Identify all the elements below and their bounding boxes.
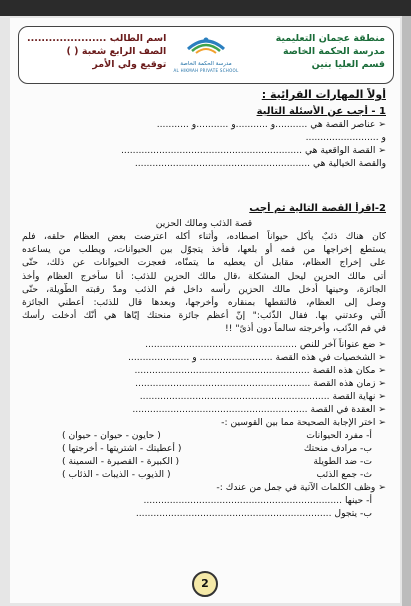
choice-options: ( الكبيرة - القصيرة - السمينة ) bbox=[62, 455, 180, 467]
parent-signature-field: توقيع ولي الأمر bbox=[92, 59, 167, 70]
story-text bbox=[22, 230, 386, 336]
section-2 bbox=[22, 202, 386, 520]
usage-list bbox=[22, 494, 386, 520]
choice-label: ب- مرادف منحتك bbox=[303, 442, 372, 454]
header-student-info bbox=[27, 32, 166, 71]
header-department: قسم العليا بنين bbox=[311, 59, 385, 70]
choice-label: ت- ضد الطويلة bbox=[313, 455, 372, 467]
story-line: الّتي وعدتني بها. فقال الذّئب:" إنّ أعظم جائزة منحتك إيّاها هي أنّك أدخلت رأسك bbox=[22, 310, 386, 322]
story-question: ➢ الشخصيات في هذه القصة ......................... و ..................... bbox=[127, 351, 386, 363]
choice-item bbox=[62, 429, 372, 442]
usage-item: ب- يتجول ................................................................... bbox=[135, 507, 372, 519]
student-class-field: الصف الرابع شعبة ( ) bbox=[66, 46, 167, 57]
story-question: ➢ اختر الإجابة الصحيحة مما بين القوسين :- bbox=[221, 416, 386, 428]
logo-name-arabic: مدرسة الحكمة الخاصة bbox=[180, 61, 232, 67]
header-school-info bbox=[276, 32, 385, 71]
usage-prompt: ➢ وظف الكلمات الآتية في جمل من عندك :- bbox=[216, 481, 386, 493]
section-2-title: 2-اقرأ القصة التالية ثم أجب bbox=[249, 203, 386, 214]
story-line: أتى مالك الحزين ليحل المشكلة ،قال مالك الحزين للذئب: أنا سأخرج العظام وأخذ bbox=[22, 270, 386, 282]
logo-icon bbox=[184, 31, 228, 57]
choice-options: ( حايون - حيوان - حيوان ) bbox=[62, 429, 161, 441]
worksheet-page bbox=[10, 18, 400, 603]
choice-item bbox=[62, 442, 372, 455]
question-1-title: 1 - أجب عن الأسئلة التالية bbox=[256, 106, 386, 117]
choice-item bbox=[62, 455, 372, 468]
story-question: ➢ زمان هذه القصة ............................................................ bbox=[135, 377, 386, 389]
multiple-choice-list bbox=[22, 429, 386, 481]
story-question: ➢ العقدة في القصة ............................................................ bbox=[132, 403, 386, 415]
choice-label: ث- جمع الذئب bbox=[316, 468, 372, 480]
section-1-title: أولاً المهارات القرائية : bbox=[261, 88, 386, 101]
choice-item bbox=[62, 468, 372, 481]
story-line: في فم الذّئب، وأخرجته سالماً دون أذىً" !! bbox=[225, 323, 386, 335]
page-number: 2 bbox=[192, 571, 218, 597]
question-1-line: ➢ عناصر القصة هي ...........و ...........و ...........و ........... bbox=[156, 119, 386, 130]
student-name-field: اسم الطالب ...................... bbox=[27, 33, 167, 44]
story-title: قصة الذئب ومالك الحزين bbox=[155, 218, 253, 229]
story-line: كان هناك ذئبٌ يأكل حيواناً اصطاده، وأثناء أكله اعترضت بعض العظام حلقه، فلم bbox=[22, 231, 386, 242]
question-1-line: ➢ القصة الواقعية هي .............................................................. bbox=[120, 145, 386, 156]
story-question: ➢ ضع عنواناً آخر للنص .................................................... bbox=[145, 338, 386, 350]
choice-options: ( الذيوب - الذيبات - الذئاب ) bbox=[62, 468, 171, 480]
story-line: على إخراج العظام، مقابل أن يعطيه ما يتمنّاه، فعجزت الحيوانات عن ذلك، حتّى bbox=[22, 257, 386, 269]
school-logo bbox=[167, 31, 245, 73]
top-bar bbox=[0, 0, 411, 16]
question-1-line: و ......................... bbox=[305, 132, 386, 143]
story-line: الجائزة، وحينها أدخل مالك الحزين رأسه داخل فم الذئب ومدّ رقبته الطّويلة، حتّى bbox=[22, 283, 386, 295]
section-1 bbox=[22, 88, 386, 170]
story-line: يستطع إخراجها من فمه أو بلعها، فأخذ يتجوّل بين الحيوانات، ويطلب من يساعده bbox=[22, 244, 386, 256]
story-question: ➢ نهاية القصة ................................................................. bbox=[139, 390, 386, 402]
choice-label: أ- مفرد الحيوانات bbox=[306, 429, 372, 441]
story-questions bbox=[22, 338, 386, 429]
choice-options: ( أعطيتك - اشتريتها - أخرجتها ) bbox=[62, 442, 182, 454]
header-school: مدرسة الحكمة الخاصة bbox=[282, 46, 385, 57]
story-line: وصل إلى العظام، فالتقطها بمنقاره وأخرجها، وبعدها قال للذئب: أعطني الجائزة bbox=[22, 297, 386, 309]
story-question: ➢ مكان هذه القصة ............................................................ bbox=[134, 364, 386, 376]
header-district: منطقة عجمان التعليمية bbox=[275, 33, 385, 44]
question-1-line: والقصة الخيالية هي ............................................................ bbox=[134, 158, 386, 169]
scroll-strip bbox=[402, 16, 411, 606]
usage-item: أ- حينها .................................................................... bbox=[143, 494, 372, 506]
worksheet-header bbox=[18, 26, 394, 84]
logo-name-english: AL HIKMAH PRIVATE SCHOOL bbox=[173, 68, 239, 73]
